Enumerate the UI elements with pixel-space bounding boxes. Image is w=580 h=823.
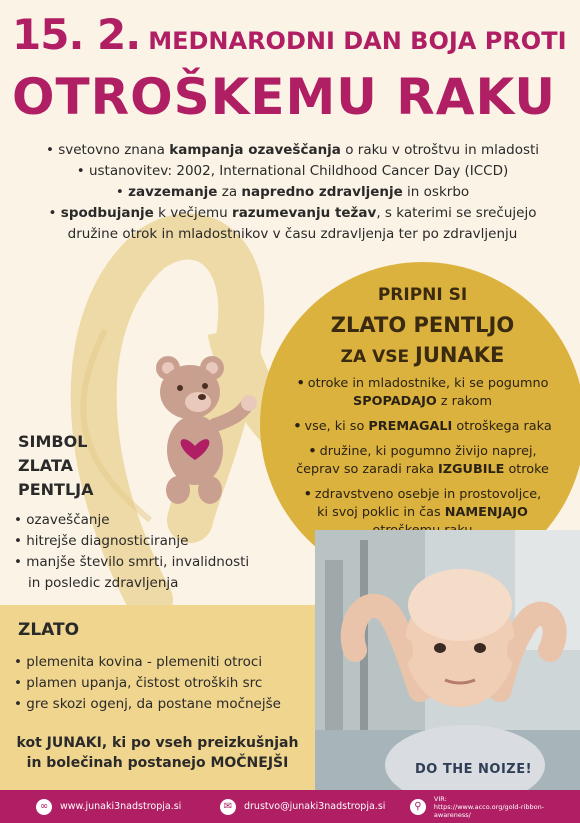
simbol-list (14, 510, 314, 594)
intro-text-span: • (48, 205, 61, 221)
circle-heading-line: ZLATO PENTLJO (330, 313, 515, 337)
footer-source[interactable] (410, 790, 580, 823)
footer-email[interactable] (220, 790, 385, 823)
circle-heading-big: JUNAKE (415, 343, 505, 367)
list-bullet: • (293, 419, 302, 434)
closing-line: in bolečinah postanejo MOČNEJŠI (26, 755, 289, 771)
circle-heading-small: ZA VSE (340, 347, 416, 367)
shirt-text: DO THE NOIZE! (415, 762, 533, 777)
list-item-text: ki svoj poklic in čas (317, 505, 445, 520)
list-item-bold: NAMENJAJO (444, 505, 528, 520)
list-bullet: • (303, 487, 312, 502)
closing-line: kot JUNAKI, ki po vseh preizkušnjah (16, 735, 299, 751)
intro-line: • ustanovitev: 2002, International Childhood Cancer Day (ICCD) (76, 163, 509, 179)
list-item: • plamen upanja, čistost otroških src (14, 675, 263, 691)
intro-text-span: o raku v otroštvu in mladosti (340, 142, 540, 158)
list-item-text: otroškega raka (452, 419, 552, 434)
page-title-line2: OTROŠKEMU RAKU (12, 68, 556, 126)
source-label: VIR: (433, 794, 447, 803)
circle-heading (300, 280, 545, 372)
title-subtitle: MEDNARODNI DAN BOJA PROTI (148, 27, 567, 55)
link-icon: ∞ (36, 799, 52, 815)
simbol-heading-line: ZLATA (18, 456, 73, 475)
zlato-list (14, 652, 314, 715)
intro-text-span: in oskrbo (402, 184, 470, 200)
intro-text-span: • (115, 184, 129, 200)
simbol-heading-line: PENTLJA (18, 480, 94, 499)
zlato-closing-text (15, 733, 300, 773)
teddy-bear-illustration (150, 350, 270, 510)
search-icon: ⚲ (410, 799, 426, 815)
list-item-text: družine, ki pogumno živijo naprej, (319, 444, 537, 459)
child-photo (315, 530, 580, 790)
intro-text (20, 140, 565, 245)
circle-list (275, 375, 570, 547)
list-item: • gre skozi ogenj, da postane močnejše (14, 696, 281, 712)
list-item-text: otroke in mladostnike, ki se pogumno (307, 376, 549, 391)
list-item: • manjše število smrti, invalidnosti (14, 554, 250, 570)
page-title-line1 (12, 10, 572, 59)
circle-heading-line: PRIPNI SI (377, 285, 468, 305)
list-item-text: zdravstveno osebje in prostovoljce, (314, 487, 542, 502)
intro-bold: razumevanju težav (232, 205, 377, 221)
website-link[interactable]: www.junaki3nadstropja.si (60, 801, 182, 812)
list-item: • hitrejše diagnosticiranje (14, 533, 189, 549)
intro-bold: kampanja ozaveščanja (169, 142, 341, 158)
list-item-text: vse, ki so (304, 419, 369, 434)
intro-text-span: za (217, 184, 242, 200)
zlato-heading: ZLATO (18, 620, 80, 640)
list-item (275, 443, 570, 479)
list-item-text: z rakom (436, 394, 492, 409)
intro-text-span: , s katerimi se srečujejo (376, 205, 537, 221)
intro-bold: zavzemanje (128, 184, 218, 200)
footer-website[interactable] (36, 790, 181, 823)
list-item-bold: IZGUBILE (438, 462, 505, 477)
simbol-heading (18, 430, 158, 502)
list-item: • plemenita kovina - plemeniti otroci (14, 654, 263, 670)
list-item: in posledic zdravljenja (28, 575, 179, 591)
list-bullet: • (296, 376, 305, 391)
footer-bar (0, 790, 580, 823)
intro-text-span: k večjemu (153, 205, 233, 221)
list-item: • ozaveščanje (14, 512, 110, 528)
intro-text-span: • svetovno znana (45, 142, 170, 158)
child-photo-illustration (315, 530, 580, 790)
list-item (275, 375, 570, 411)
simbol-heading-line: SIMBOL (18, 432, 88, 451)
source-url[interactable]: https://www.acco.org/gold-ribbon-awareness/ (433, 802, 545, 819)
source-text (434, 795, 580, 819)
list-item (275, 418, 570, 436)
list-item-bold: PREMAGALI (368, 419, 453, 434)
email-icon: ✉ (220, 799, 236, 815)
intro-line: družine otrok in mladostnikov v času zdravljenja ter po zdravljenju (67, 226, 518, 242)
intro-bold: napredno zdravljenje (241, 184, 403, 200)
list-bullet: • (308, 444, 317, 459)
email-link[interactable]: drustvo@junaki3nadstropja.si (244, 801, 386, 812)
list-item-text: otroke (504, 462, 549, 477)
list-item-bold: SPOPADAJO (353, 394, 437, 409)
title-date: 15. 2. (12, 10, 141, 59)
list-item-text: čeprav so zaradi raka (296, 462, 439, 477)
intro-bold: spodbujanje (60, 205, 154, 221)
